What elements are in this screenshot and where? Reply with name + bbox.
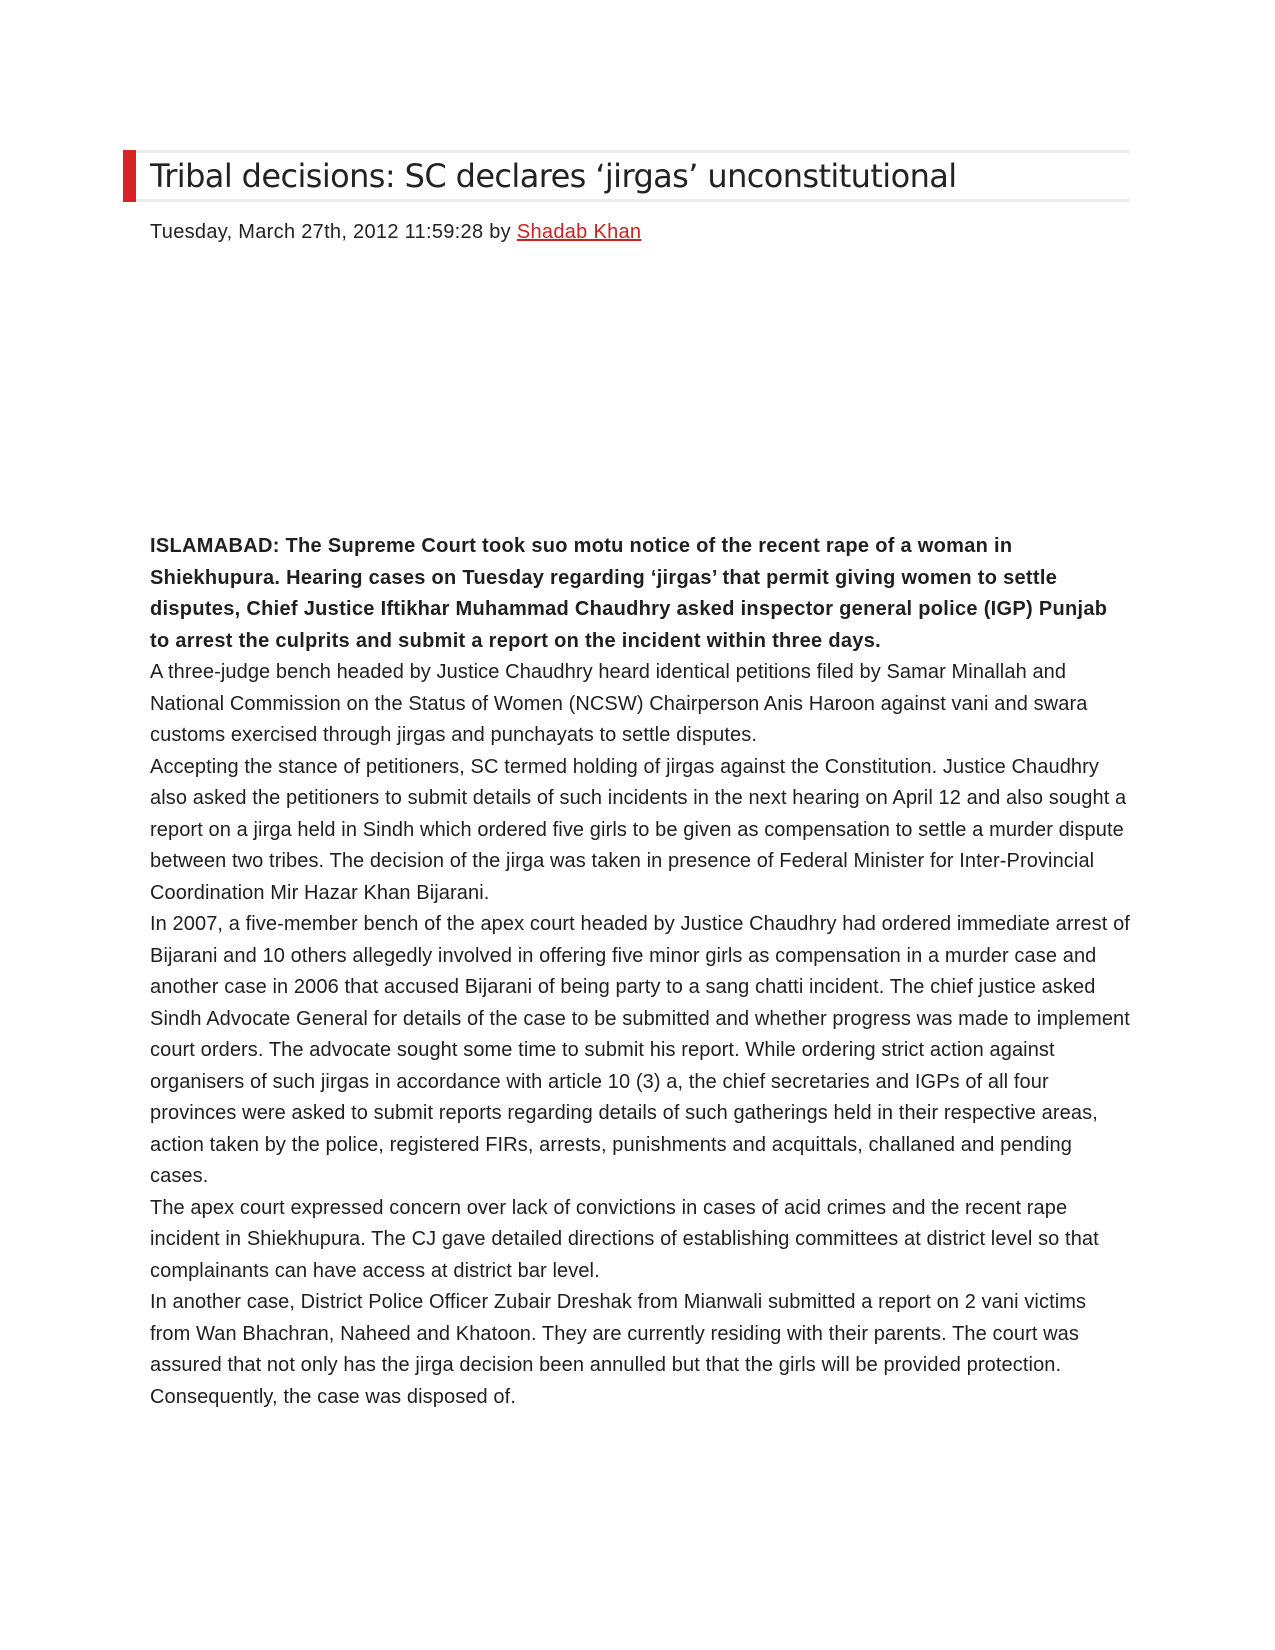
headline-accent-bar bbox=[123, 150, 136, 202]
article-paragraph: In 2007, a five-member bench of the apex court headed by Justice Chaudhry had ordered immediate arrest of Bijarani and 10 others allegedly involved in offering five minor girls as compensation in a murder case and another case in 2006 that accused Bijarani of being party to a sang chatti incident. The chief justice asked Sindh Advocate General for details of the case to be submitted and whether progress was made to implement court orders. The advocate sought some time to submit his report. While ordering strict action against organisers of such jirgas in accordance with article 10 (3) a, the chief secretaries and IGPs of all four provinces were asked to submit reports regarding details of such gatherings held in their respective areas, action taken by the police, registered FIRs, arrests, punishments and acquittals, challaned and pending cases. bbox=[150, 913, 1130, 1187]
article-paragraph: In another case, District Police Officer Zubair Dreshak from Mianwali submitted a report on 2 vani victims from Wan Bhachran, Naheed and Khatoon. They are currently residing with their parents. The court was assured that not only has the jirga decision been annulled but that the girls will be provided protection. Consequently, the case was disposed of. bbox=[150, 1291, 1087, 1408]
article-body bbox=[150, 531, 1130, 1413]
byline bbox=[150, 218, 641, 246]
article-paragraph: The apex court expressed concern over lack of convictions in cases of acid crimes and the recent rape incident in Shiekhupura. The CJ gave detailed directions of establishing committees at district level so that complainants can have access at district bar level. bbox=[150, 1196, 1099, 1282]
ad-placeholder bbox=[150, 268, 1125, 518]
headline-bar bbox=[123, 150, 1129, 202]
article-lead-paragraph: ISLAMABAD: The Supreme Court took suo motu notice of the recent rape of a woman in Shiekhupura. Hearing cases on Tuesday regarding ‘jirgas’ that permit giving women to settle disputes, Chief Justice Iftikhar Muhammad Chaudhry asked inspector general police (IGP) Punjab to arrest the culprits and submit a report on the incident within three days. bbox=[150, 535, 1108, 652]
author-link[interactable]: Shadab Khan bbox=[516, 221, 642, 243]
article-paragraph: Accepting the stance of petitioners, SC termed holding of jirgas against the Constitution. Justice Chaudhry also asked the petitioners to submit details of such incidents in the next hearing on April 12 and also sought a report on a jirga held in Sindh which ordered five girls to be given as compensation to settle a murder dispute between two tribes. The decision of the jirga was taken in presence of Federal Minister for Inter-Provincial Coordination Mir Hazar Khan Bijarani. bbox=[150, 755, 1127, 904]
article-paragraph: A three-judge bench headed by Justice Chaudhry heard identical petitions filed by Samar Minallah and National Commission on the Status of Women (NCSW) Chairperson Anis Haroon against vani and swara customs exercised through jirgas and punchayats to settle disputes. bbox=[150, 661, 1088, 746]
byline-by: by bbox=[489, 221, 511, 243]
article-date: Tuesday, March 27th, 2012 11:59:28 bbox=[150, 221, 484, 243]
article-title: Tribal decisions: SC declares ‘jirgas’ unconstitutional bbox=[150, 157, 957, 195]
